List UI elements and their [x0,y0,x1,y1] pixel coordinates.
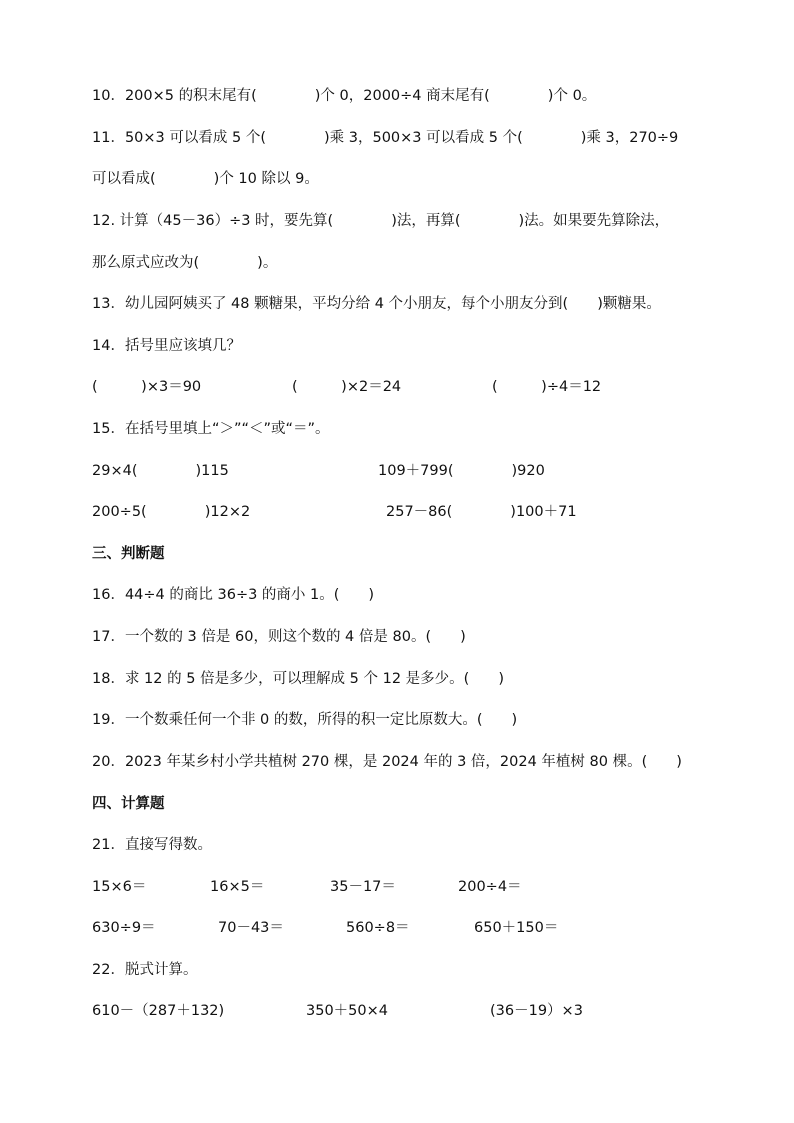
question-21-row2 [0,918,794,938]
q15-item: 109＋799( )920 [378,463,545,479]
q21-item: 16×5＝ [210,879,265,895]
question-19: 19．一个数乘任何一个非 0 的数，所得的积一定比原数大。( ) [92,712,518,728]
question-18: 18．求 12 的 5 倍是多少，可以理解成 5 个 12 是多少。( ) [92,671,504,687]
question-21: 21．直接写得数。 [92,837,212,853]
question-14-items [0,377,794,397]
q14-item: ( )×3＝90 [92,379,202,395]
q22-item: (36－19）×3 [490,1003,583,1019]
question-15: 15．在括号里填上“＞”“＜”或“＝”。 [92,421,330,437]
question-14: 14．括号里应该填几？ [92,338,241,354]
question-22: 22．脱式计算。 [92,962,198,978]
question-10: 10．200×5 的积末尾有( )个 0，2000÷4 商末尾有( )个 0。 [92,88,597,104]
question-15-row1 [0,461,794,481]
q21-item: 200÷4＝ [458,879,522,895]
q15-item: 29×4( )115 [92,463,229,479]
q21-item: 560÷8＝ [346,920,410,936]
q15-item: 200÷5( )12×2 [92,504,251,520]
q21-item: 15×6＝ [92,879,147,895]
question-15-row2 [0,502,794,522]
q21-item: 70－43＝ [218,920,284,936]
q21-item: 650＋150＝ [474,920,559,936]
question-13: 13．幼儿园阿姨买了 48 颗糖果，平均分给 4 个小朋友，每个小朋友分到( )颗糖果。 [92,296,661,312]
q21-item: 35－17＝ [330,879,396,895]
question-11-line2: 可以看成( )个 10 除以 9。 [92,171,319,187]
section-3-title: 三、判断题 [92,546,165,562]
question-11-line1: 11．50×3 可以看成 5 个( )乘 3，500×3 可以看成 5 个( )乘 3，270÷9 [92,130,679,146]
q14-item: ( )×2＝24 [292,379,402,395]
question-22-items [0,1001,794,1021]
q22-item: 350＋50×4 [306,1003,389,1019]
section-4-title: 四、计算题 [92,796,165,812]
q14-item: ( )÷4＝12 [492,379,602,395]
q21-item: 630÷9＝ [92,920,156,936]
q15-item: 257－86( )100＋71 [386,504,577,520]
question-12-line2: 那么原式应改为( )。 [92,255,278,271]
question-12-line1: 12. 计算（45－36）÷3 时，要先算( )法，再算( )法。如果要先算除法， [92,213,670,229]
question-16: 16．44÷4 的商比 36÷3 的商小 1。( ) [92,587,375,603]
question-20: 20．2023 年某乡村小学共植树 270 棵，是 2024 年的 3 倍，2024 年植树 80 棵。( ) [92,754,682,770]
question-17: 17．一个数的 3 倍是 60，则这个数的 4 倍是 80。( ) [92,629,466,645]
q22-item: 610－（287＋132) [92,1003,225,1019]
question-21-row1 [0,877,794,897]
